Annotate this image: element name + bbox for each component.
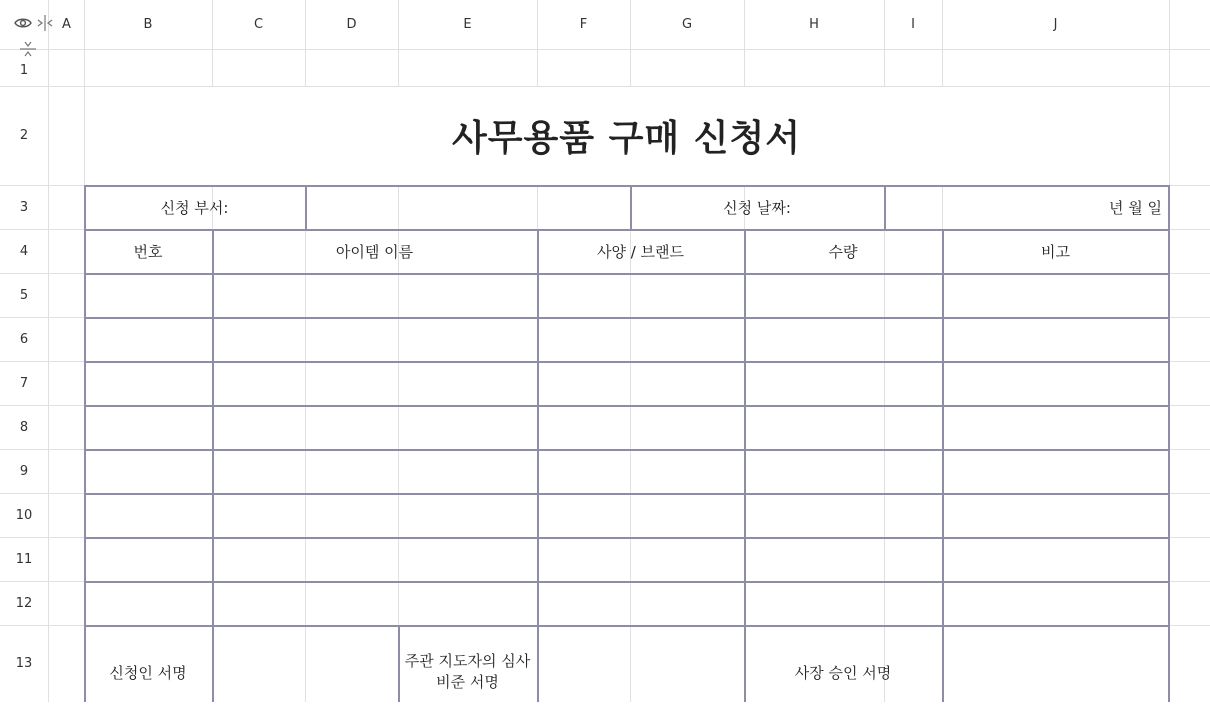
row-header-11[interactable]: 11 xyxy=(15,551,33,567)
applicant-signature-label[interactable]: 신청인 서명 xyxy=(109,663,187,682)
row-header-4[interactable]: 4 xyxy=(19,243,29,259)
row-header-9[interactable]: 9 xyxy=(19,463,29,479)
ceo-signature-label[interactable]: 사장 승인 서명 xyxy=(794,663,892,682)
header-number[interactable]: 번호 xyxy=(133,242,163,261)
header-quantity[interactable]: 수량 xyxy=(828,242,858,261)
department-label[interactable]: 신청 부서: xyxy=(160,198,229,217)
column-header-e[interactable]: E xyxy=(463,17,472,32)
row-header-12[interactable]: 12 xyxy=(15,595,33,611)
department-input-cell[interactable] xyxy=(305,185,630,229)
column-header-b[interactable]: B xyxy=(143,17,153,32)
supervisor-signature-label[interactable] xyxy=(398,625,537,719)
supervisor-signature-cell[interactable] xyxy=(537,625,744,702)
column-header-h[interactable]: H xyxy=(809,17,819,32)
column-header-g[interactable]: G xyxy=(681,17,693,32)
header-spec-brand[interactable]: 사양 / 브랜드 xyxy=(596,242,685,261)
row-header-1[interactable]: 1 xyxy=(19,63,29,78)
supervisor-label-line2: 비준 서명 xyxy=(436,673,499,691)
header-item-name[interactable]: 아이템 이름 xyxy=(335,242,414,261)
row-header-2[interactable]: 2 xyxy=(19,128,29,143)
row-header-5[interactable]: 5 xyxy=(19,287,29,303)
eye-icon[interactable] xyxy=(14,16,32,30)
column-header-c[interactable]: C xyxy=(253,17,264,32)
column-header-d[interactable]: D xyxy=(346,17,357,32)
row-header-6[interactable]: 6 xyxy=(19,331,29,347)
date-label[interactable]: 신청 날짜: xyxy=(723,198,791,217)
column-header-i[interactable]: I xyxy=(911,17,915,32)
column-header-j[interactable]: J xyxy=(1053,17,1058,32)
column-header-f[interactable]: F xyxy=(579,17,588,32)
row-header-8[interactable]: 8 xyxy=(19,419,29,435)
header-remarks[interactable]: 비고 xyxy=(1041,242,1070,261)
column-header-a[interactable]: A xyxy=(62,17,71,32)
row-header-7[interactable]: 7 xyxy=(19,375,29,391)
row-header-3[interactable]: 3 xyxy=(19,199,29,215)
date-value[interactable]: 년 월 일 xyxy=(1108,198,1162,217)
row-header-10[interactable]: 10 xyxy=(15,507,33,523)
row-header-13[interactable]: 13 xyxy=(15,656,33,671)
ceo-signature-cell[interactable] xyxy=(942,625,1169,702)
supervisor-label-line1: 주관 지도자의 심사 xyxy=(404,652,531,670)
form-title[interactable]: 사무용품 구매 신청서 xyxy=(451,118,802,159)
applicant-signature-cell[interactable] xyxy=(212,625,398,702)
